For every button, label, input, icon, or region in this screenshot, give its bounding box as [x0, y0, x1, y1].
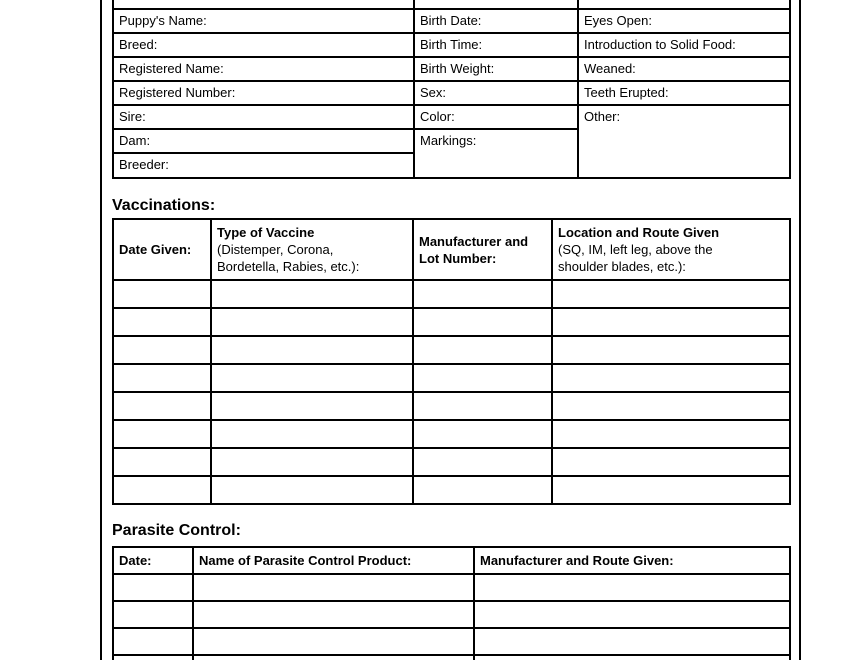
field-registered-name[interactable]	[113, 57, 414, 81]
vacc-cell[interactable]	[211, 280, 413, 308]
field-label: Introduction to Solid Food:	[584, 37, 736, 52]
field-breeder[interactable]	[113, 153, 414, 178]
vaccinations-table	[112, 218, 791, 505]
field-label: Registered Number:	[119, 85, 236, 100]
vacc-header-manufacturer	[413, 219, 552, 280]
vacc-cell[interactable]	[211, 476, 413, 504]
field-label: Birth Weight:	[420, 61, 495, 76]
vacc-cell[interactable]	[113, 392, 211, 420]
table-row	[113, 655, 790, 660]
vacc-cell[interactable]	[552, 476, 790, 504]
vacc-cell[interactable]	[552, 364, 790, 392]
field-birth-date[interactable]	[414, 9, 578, 33]
vacc-cell[interactable]	[113, 308, 211, 336]
parasite-cell[interactable]	[113, 628, 193, 655]
table-row	[113, 0, 790, 9]
field-label: Teeth Erupted:	[584, 85, 669, 100]
table-row	[113, 308, 790, 336]
field-label: Eyes Open:	[584, 13, 652, 28]
vacc-cell[interactable]	[552, 448, 790, 476]
vacc-cell[interactable]	[113, 420, 211, 448]
field-label: Sire:	[119, 109, 146, 124]
parasite-cell[interactable]	[193, 655, 474, 660]
vacc-cell[interactable]	[113, 364, 211, 392]
vacc-cell[interactable]	[211, 448, 413, 476]
field-label: Weaned:	[584, 61, 636, 76]
field-label: Puppy's Name:	[119, 13, 207, 28]
header-label: Type of Vaccine	[217, 225, 315, 240]
parasite-cell[interactable]	[474, 574, 790, 601]
parasite-cell[interactable]	[474, 628, 790, 655]
field-introduction-to-solid-food[interactable]	[578, 33, 790, 57]
table-row	[113, 280, 790, 308]
vacc-cell[interactable]	[113, 336, 211, 364]
parasite-control-heading: Parasite Control:	[112, 522, 241, 539]
vacc-cell[interactable]	[552, 420, 790, 448]
table-header-row	[113, 219, 790, 280]
vacc-cell[interactable]	[413, 476, 552, 504]
header-sublabel: (SQ, IM, left leg, above the	[558, 242, 713, 257]
header-label: Lot Number:	[419, 250, 497, 266]
parasite-cell[interactable]	[474, 601, 790, 628]
vacc-cell[interactable]	[413, 392, 552, 420]
parasite-cell[interactable]	[113, 601, 193, 628]
header-label: Manufacturer and Route Given:	[480, 552, 674, 568]
clipped-cell[interactable]	[578, 0, 790, 9]
vacc-header-type-of-vaccine	[211, 219, 413, 280]
field-teeth-erupted[interactable]	[578, 81, 790, 105]
field-sire[interactable]	[113, 105, 414, 129]
parasite-cell[interactable]	[113, 574, 193, 601]
table-row	[113, 448, 790, 476]
field-birth-weight[interactable]	[414, 57, 578, 81]
parasite-cell[interactable]	[113, 655, 193, 660]
field-label: Dam:	[119, 133, 151, 148]
clipped-cell[interactable]	[113, 0, 414, 9]
parasite-header-manufacturer	[474, 547, 790, 574]
table-row	[113, 392, 790, 420]
vacc-header-date-given	[113, 219, 211, 280]
vacc-cell[interactable]	[211, 364, 413, 392]
table-row	[113, 33, 790, 57]
parasite-cell[interactable]	[193, 601, 474, 628]
vacc-cell[interactable]	[211, 420, 413, 448]
vacc-cell[interactable]	[413, 308, 552, 336]
header-label: Location and Route Given	[558, 225, 720, 240]
field-label: Birth Time:	[420, 37, 483, 52]
vacc-cell[interactable]	[413, 448, 552, 476]
field-label: Breed:	[119, 37, 158, 52]
field-eyes-open[interactable]	[578, 9, 790, 33]
field-sex[interactable]	[414, 81, 578, 105]
field-other[interactable]	[578, 105, 790, 178]
field-label: Other:	[584, 109, 621, 124]
vacc-cell[interactable]	[113, 448, 211, 476]
header-label: Date:	[119, 552, 152, 568]
header-sublabel: Bordetella, Rabies, etc.):	[217, 259, 360, 274]
table-row	[113, 601, 790, 628]
vaccinations-heading: Vaccinations:	[112, 197, 216, 214]
table-row	[113, 364, 790, 392]
page-border-left	[100, 0, 102, 660]
vacc-cell[interactable]	[113, 476, 211, 504]
table-row	[113, 628, 790, 655]
field-birth-time[interactable]	[414, 33, 578, 57]
page-border-right	[799, 0, 801, 660]
field-breed[interactable]	[113, 33, 414, 57]
vacc-cell[interactable]	[413, 420, 552, 448]
header-label: Manufacturer and	[419, 233, 529, 249]
table-header-row	[113, 547, 790, 574]
clipped-cell[interactable]	[414, 0, 578, 9]
parasite-header-product	[193, 547, 474, 574]
field-markings[interactable]	[414, 129, 578, 178]
table-row	[113, 476, 790, 504]
vacc-cell[interactable]	[113, 280, 211, 308]
field-dam[interactable]	[113, 129, 414, 153]
field-label: Registered Name:	[119, 61, 224, 76]
field-label: Birth Date:	[420, 13, 482, 28]
vacc-cell[interactable]	[413, 364, 552, 392]
table-row	[113, 9, 790, 33]
puppy-info-table	[112, 0, 791, 179]
field-label: Sex:	[420, 85, 447, 100]
parasite-cell[interactable]	[193, 574, 474, 601]
table-row	[113, 81, 790, 105]
header-label: Date Given:	[119, 242, 192, 257]
field-color[interactable]	[414, 105, 578, 129]
field-registered-number[interactable]	[113, 81, 414, 105]
vacc-cell[interactable]	[552, 308, 790, 336]
parasite-cell[interactable]	[193, 628, 474, 655]
table-row	[113, 336, 790, 364]
vacc-cell[interactable]	[552, 336, 790, 364]
header-sublabel: (Distemper, Corona,	[217, 242, 334, 257]
vacc-cell[interactable]	[211, 392, 413, 420]
parasite-control-table	[112, 546, 791, 660]
field-label: Color:	[420, 109, 455, 124]
field-label: Markings:	[420, 133, 477, 148]
parasite-cell[interactable]	[474, 655, 790, 660]
header-label: Name of Parasite Control Product:	[199, 552, 412, 568]
field-puppys-name[interactable]	[113, 9, 414, 33]
vacc-cell[interactable]	[413, 336, 552, 364]
table-row	[113, 105, 790, 129]
table-row	[113, 57, 790, 81]
vacc-cell[interactable]	[552, 392, 790, 420]
vacc-cell[interactable]	[211, 308, 413, 336]
table-row	[113, 574, 790, 601]
header-sublabel: shoulder blades, etc.):	[558, 259, 686, 274]
field-weaned[interactable]	[578, 57, 790, 81]
vacc-cell[interactable]	[211, 336, 413, 364]
field-label: Breeder:	[119, 157, 169, 172]
vacc-cell[interactable]	[552, 280, 790, 308]
vacc-cell[interactable]	[413, 280, 552, 308]
parasite-header-date	[113, 547, 193, 574]
vacc-header-location-route	[552, 219, 790, 280]
table-row	[113, 420, 790, 448]
